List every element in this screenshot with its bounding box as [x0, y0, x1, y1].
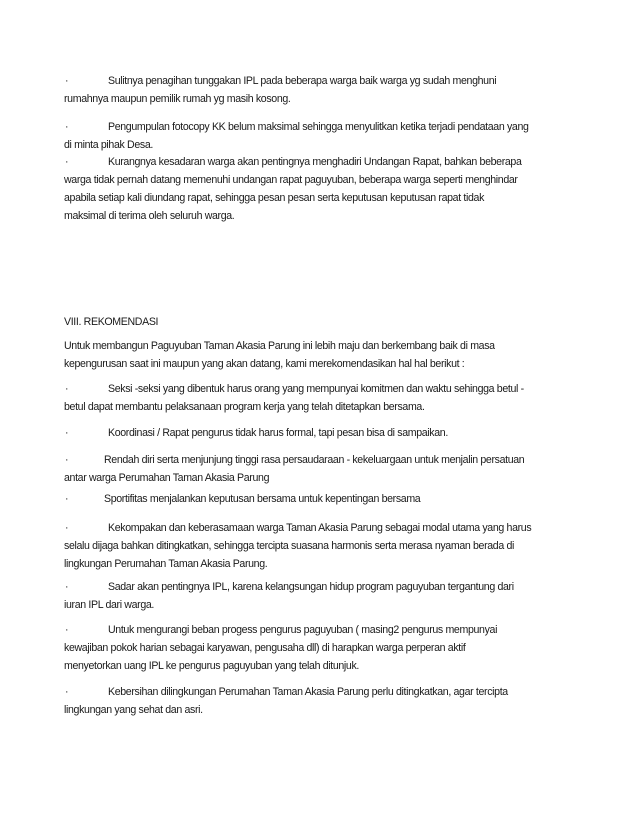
recommendation-item [64, 490, 572, 508]
text-line: antar warga Perumahan Taman Akasia Parung [64, 472, 270, 484]
text-line: lingkungan Perumahan Taman Akasia Parung. [64, 558, 268, 570]
bullet-dot: · [65, 454, 69, 466]
text-line: betul dapat membantu pelaksanaan program kerja yang telah ditetapkan bersama. [64, 401, 425, 413]
text-line: Untuk mengurangi beban progess pengurus paguyuban ( masing2 pengurus mempunyai [108, 624, 498, 636]
text-line: selalu dijaga bahkan ditingkatkan, sehingga tercipta suasana harmonis serta merasa nyaman berada di [64, 540, 515, 552]
recommendation-item [64, 519, 572, 573]
text-line: kepengurusan saat ini maupun yang akan datang, kami merekomendasikan hal hal berikut : [64, 358, 465, 370]
text-line: Sulitnya penagihan tunggakan IPL pada beberapa warga baik warga yg sudah menghuni [108, 75, 497, 87]
text-line: maksimal di terima oleh seluruh warga. [64, 210, 235, 222]
bullet-dot: · [65, 581, 69, 593]
bullet-dot: · [65, 156, 69, 168]
recommendation-item [64, 621, 572, 675]
text-line: Koordinasi / Rapat pengurus tidak harus formal, tapi pesan bisa di sampaikan. [108, 427, 448, 439]
text-line: Kurangnya kesadaran warga akan pentingnya menghadiri Undangan Rapat, bahkan beberapa [108, 156, 522, 168]
recommendation-item [64, 451, 572, 487]
text-line: Rendah diri serta menjunjung tinggi rasa persaudaraan - kekeluargaan untuk menjalin persatuan [104, 454, 525, 466]
problem-item [64, 118, 572, 154]
bullet-dot: · [65, 427, 69, 439]
text-line: Kekompakan dan keberasamaan warga Taman Akasia Parung sebagai modal utama yang harus [108, 522, 532, 534]
recommendation-item [64, 578, 572, 614]
text-line: rumahnya maupun pemilik rumah yg masih kosong. [64, 93, 291, 105]
text-line: lingkungan yang sehat dan asri. [64, 704, 203, 716]
text-line: Sportifitas menjalankan keputusan bersama untuk kepentingan bersama [104, 493, 421, 505]
recommendation-item [64, 424, 572, 442]
section-intro [64, 337, 572, 373]
text-line: Seksi -seksi yang dibentuk harus orang yang mempunyai komitmen dan waktu sehingga betul - [108, 383, 524, 395]
bullet-dot: · [65, 522, 69, 534]
problem-item [64, 153, 572, 225]
bullet-dot: · [65, 624, 69, 636]
bullet-dot: · [65, 121, 69, 133]
recommendation-item [64, 683, 572, 719]
bullet-dot: · [65, 493, 69, 505]
recommendation-item [64, 380, 572, 416]
text-line: Sadar akan pentingnya IPL, karena kelangsungan hidup program paguyuban tergantung dari [108, 581, 514, 593]
bullet-dot: · [65, 383, 69, 395]
bullet-dot: · [65, 686, 69, 698]
text-line: di minta pihak Desa. [64, 139, 153, 151]
section-heading: VIII. REKOMENDASI [64, 316, 159, 328]
text-line: menyetorkan uang IPL ke pengurus paguyuban yang telah ditunjuk. [64, 660, 360, 672]
text-line: Untuk membangun Paguyuban Taman Akasia Parung ini lebih maju dan berkembang baik di masa [64, 340, 495, 352]
text-line: Kebersihan dilingkungan Perumahan Taman Akasia Parung perlu ditingkatkan, agar tercipta [108, 686, 508, 698]
text-line: iuran IPL dari warga. [64, 599, 155, 611]
bullet-dot: · [65, 75, 69, 87]
text-line: apabila setiap kali diundang rapat, sehingga pesan pesan serta keputusan keputusan rapat tidak [64, 192, 485, 204]
text-line: kewajiban pokok harian sebagai karyawan, pengusaha dll) di harapkan warga perperan aktif [64, 642, 466, 654]
text-line: warga tidak pernah datang memenuhi undangan rapat paguyuban, beberapa warga seperti menghindar [64, 174, 518, 186]
text-line: Pengumpulan fotocopy KK belum maksimal sehingga menyulitkan ketika terjadi pendataan yang [108, 121, 529, 133]
problem-item [64, 72, 572, 108]
